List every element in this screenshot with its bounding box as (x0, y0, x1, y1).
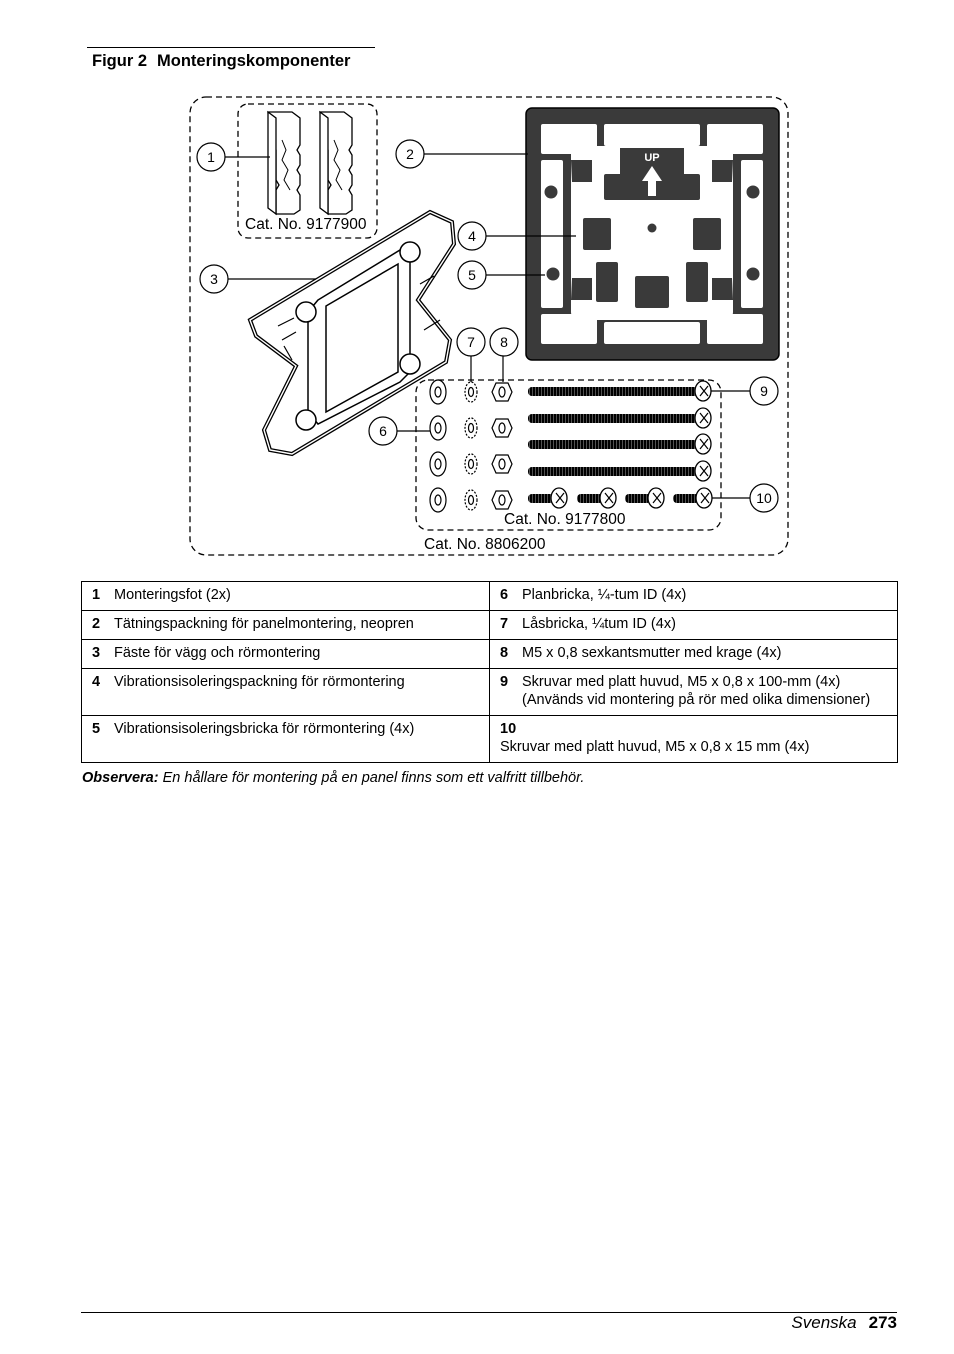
cat-number-feet: Cat. No. 9177900 (245, 216, 367, 233)
callout-8-label: 8 (500, 334, 508, 350)
callout-4 (458, 222, 486, 250)
legend-number: 3 (92, 645, 101, 661)
note (82, 770, 584, 786)
legend-cell (82, 716, 490, 763)
gasket-icon (526, 108, 779, 360)
gasket-up-label: UP (644, 152, 660, 164)
legend-cell (82, 611, 490, 640)
note-label: Observera: (82, 770, 159, 786)
legend-text: Vibrationsisoleringspackning för rörmontering (114, 674, 405, 690)
table-row (82, 611, 898, 640)
legend-table (81, 581, 898, 763)
legend-cell (490, 640, 898, 669)
legend-text: Skruvar med platt huvud, M5 x 0,8 x 15 mm (4x) (500, 739, 810, 755)
footer-rule (81, 1312, 897, 1313)
legend-cell (490, 611, 898, 640)
table-row (82, 640, 898, 669)
callout-5-label: 5 (468, 267, 476, 283)
nut-icon (492, 383, 512, 509)
legend-cell (490, 582, 898, 611)
legend-text: Fäste för vägg och rörmontering (114, 645, 321, 661)
short-screw-icon (528, 488, 712, 508)
legend-text: Låsbricka, ¼tum ID (4x) (522, 616, 676, 632)
bracket-icon (250, 212, 454, 454)
page-number: 273 (868, 1313, 897, 1332)
callout-8 (490, 328, 518, 356)
legend-number: 10 (500, 721, 517, 737)
callout-6 (369, 417, 397, 445)
callout-5 (458, 261, 486, 289)
mounting-foot-icon (268, 112, 300, 214)
legend-text: Monteringsfot (2x) (114, 587, 231, 603)
callout-2 (396, 140, 424, 168)
legend-cell (82, 640, 490, 669)
long-screw-icon (528, 381, 711, 481)
callout-9-label: 9 (760, 383, 768, 399)
cat-number-hardware: Cat. No. 9177800 (504, 511, 626, 528)
legend-text: M5 x 0,8 sexkantsmutter med krage (4x) (522, 645, 782, 661)
callout-3-label: 3 (210, 271, 218, 287)
legend-number: 9 (500, 674, 509, 690)
figure-caption: Monteringskomponenter (157, 52, 351, 70)
legend-number: 8 (500, 645, 509, 661)
legend-number: 1 (92, 587, 101, 603)
figure-number: Figur 2 (92, 52, 148, 70)
legend-number: 5 (92, 721, 101, 737)
page-footer (791, 1313, 897, 1333)
legend-text: Tätningspackning för panelmontering, neopren (114, 616, 414, 632)
legend-cell (82, 582, 490, 611)
legend-text: Planbricka, ¼-tum ID (4x) (522, 587, 687, 603)
cat-number-kit: Cat. No. 8806200 (424, 536, 546, 553)
legend-cell (490, 716, 898, 763)
callout-6-label: 6 (379, 423, 387, 439)
washer-icon (430, 380, 446, 512)
lock-washer-icon (465, 382, 477, 510)
legend-cell (82, 669, 490, 716)
note-text: En hållare för montering på en panel finns som ett valfritt tillbehör. (162, 770, 585, 786)
table-row (82, 716, 898, 763)
legend-number: 6 (500, 587, 509, 603)
callout-3 (200, 265, 228, 293)
footer-language: Svenska (791, 1313, 857, 1332)
hardware-outline (416, 380, 721, 530)
legend-text: Vibrationsisoleringsbricka för rörmontering (4x) (114, 721, 415, 737)
legend-number: 7 (500, 616, 509, 632)
mounting-foot-icon (320, 112, 352, 214)
callout-1 (197, 143, 225, 171)
callout-9 (750, 377, 778, 405)
callout-2-label: 2 (406, 146, 414, 162)
table-row (82, 582, 898, 611)
legend-cell (490, 669, 898, 716)
callout-7-label: 7 (467, 334, 475, 350)
callout-1-label: 1 (207, 149, 215, 165)
legend-number: 4 (92, 674, 101, 690)
mounting-components-figure (0, 0, 954, 570)
callout-7 (457, 328, 485, 356)
callout-4-label: 4 (468, 228, 476, 244)
callout-10-label: 10 (756, 490, 772, 506)
callout-10 (750, 484, 778, 512)
legend-number: 2 (92, 616, 101, 632)
figure-drawing (0, 0, 954, 570)
table-row (82, 669, 898, 716)
legend-text: Skruvar med platt huvud, M5 x 0,8 x 100-mm (4x) (Används vid montering på rör med olika dimensioner) (522, 674, 871, 708)
